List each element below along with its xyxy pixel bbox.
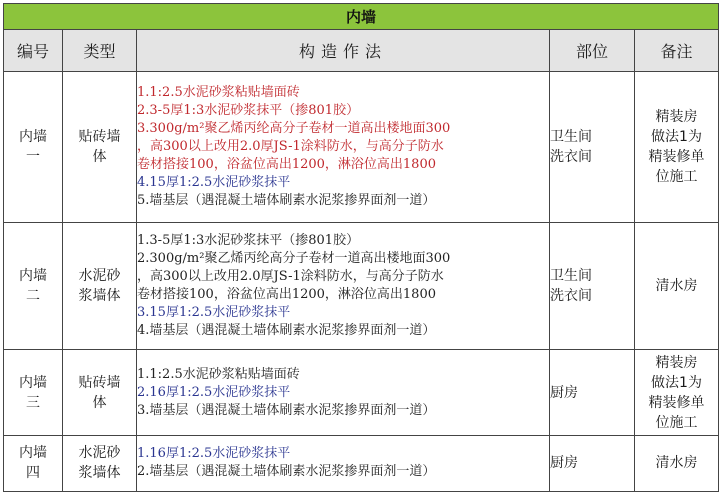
- cell-location: [550, 72, 635, 223]
- method-step: 3.墙基层（遇混凝土墙体刷素水泥浆掺界面剂一道）: [137, 402, 436, 418]
- method-step: 3.300g/m²聚乙烯丙纶高分子卷材一道高出楼地面300: [137, 121, 451, 137]
- method-step: 2.16厚1:2.5水泥砂浆抹平: [137, 384, 291, 400]
- cell-code: [4, 222, 63, 350]
- method-step: ，高300以上改用2.0厚JS-1涂料防水，与高分子防水: [137, 139, 444, 155]
- table-row: [4, 72, 719, 223]
- method-step: 卷材搭接100，浴盆位高出1200，淋浴位高出1800: [137, 287, 436, 303]
- location-line: 厨房: [550, 455, 578, 472]
- type-line: 体: [92, 149, 107, 166]
- type-line: 水泥砂: [78, 445, 121, 462]
- remark-line: 做法1为: [651, 374, 702, 391]
- remark-line: 做法1为: [651, 129, 702, 146]
- header-remark: 备注: [635, 30, 719, 72]
- location-line: 洗衣间: [550, 288, 592, 305]
- type-line: 浆墙体: [78, 288, 121, 305]
- location-line: 厨房: [550, 384, 578, 401]
- remark-line: 清水房: [655, 278, 698, 295]
- method-step: 1.16厚1:2.5水泥砂浆抹平: [137, 446, 291, 462]
- type-line: 水泥砂: [78, 268, 121, 285]
- table-row: [4, 350, 719, 435]
- cell-location: [550, 350, 635, 435]
- construction-table: [3, 3, 719, 492]
- cell-code: [4, 435, 63, 491]
- remark-line: 位施工: [655, 169, 698, 186]
- title-row: [4, 4, 719, 30]
- header-type: 类型: [63, 30, 137, 72]
- cell-method: [137, 350, 550, 435]
- code-line: 内墙: [19, 445, 47, 462]
- remark-line: 精装房: [655, 354, 698, 371]
- code-line: 内墙: [19, 268, 47, 285]
- header-location: 部位: [550, 30, 635, 72]
- type-line: 浆墙体: [78, 465, 121, 482]
- type-line: 贴砖墙: [78, 374, 121, 391]
- remark-line: 精装房: [655, 109, 698, 126]
- type-line: 贴砖墙: [78, 129, 121, 146]
- code-line: 一: [26, 149, 40, 166]
- cell-method: [137, 435, 550, 491]
- code-line: 三: [26, 394, 40, 411]
- code-line: 内墙: [19, 374, 47, 391]
- method-step: 2.墙基层（遇混凝土墙体刷素水泥浆掺界面剂一道）: [137, 464, 436, 480]
- method-step: 4.15厚1:2.5水泥砂浆抹平: [137, 175, 291, 191]
- cell-location: [550, 435, 635, 491]
- table-row: [4, 222, 719, 350]
- cell-type: [63, 72, 137, 223]
- method-step: 1.1:2.5水泥砂浆粘贴墙面砖: [137, 85, 300, 101]
- cell-method: [137, 222, 550, 350]
- code-line: 内墙: [19, 129, 47, 146]
- code-line: 四: [26, 465, 40, 482]
- cell-code: [4, 72, 63, 223]
- remark-line: 精装修单: [648, 149, 705, 166]
- cell-location: [550, 222, 635, 350]
- method-step: 2.3-5厚1:3水泥砂浆抹平（掺801胶）: [137, 103, 360, 119]
- remark-line: 位施工: [655, 414, 698, 431]
- header-code: 编号: [4, 30, 63, 72]
- cell-method: [137, 72, 550, 223]
- location-line: 卫生间: [550, 129, 592, 146]
- method-step: 卷材搭接100，浴盆位高出1200，淋浴位高出1800: [137, 157, 436, 173]
- cell-remark: [635, 222, 719, 350]
- location-line: 卫生间: [550, 268, 592, 285]
- cell-remark: [635, 435, 719, 491]
- remark-line: 精装修单: [648, 394, 705, 411]
- method-step: ，高300以上改用2.0厚JS-1涂料防水，与高分子防水: [137, 269, 444, 285]
- method-step: 1.3-5厚1:3水泥砂浆抹平（掺801胶）: [137, 233, 360, 249]
- cell-code: [4, 350, 63, 435]
- method-step: 5.墙基层（遇混凝土墙体刷素水泥浆掺界面剂一道）: [137, 193, 436, 209]
- code-line: 二: [26, 288, 40, 305]
- location-line: 洗衣间: [550, 149, 592, 166]
- table-title: 内墙: [4, 4, 719, 30]
- method-step: 3.15厚1:2.5水泥砂浆抹平: [137, 305, 291, 321]
- type-line: 体: [92, 394, 107, 411]
- cell-type: [63, 435, 137, 491]
- cell-remark: [635, 72, 719, 223]
- cell-remark: [635, 350, 719, 435]
- header-row: [4, 30, 719, 72]
- cell-type: [63, 350, 137, 435]
- table-row: [4, 435, 719, 491]
- cell-type: [63, 222, 137, 350]
- method-step: 1.1:2.5水泥砂浆粘贴墙面砖: [137, 366, 300, 382]
- remark-line: 清水房: [655, 455, 698, 472]
- method-step: 2.300g/m²聚乙烯丙纶高分子卷材一道高出楼地面300: [137, 251, 451, 267]
- method-step: 4.墙基层（遇混凝土墙体刷素水泥浆掺界面剂一道）: [137, 323, 436, 339]
- header-method: 构造作法: [137, 30, 550, 72]
